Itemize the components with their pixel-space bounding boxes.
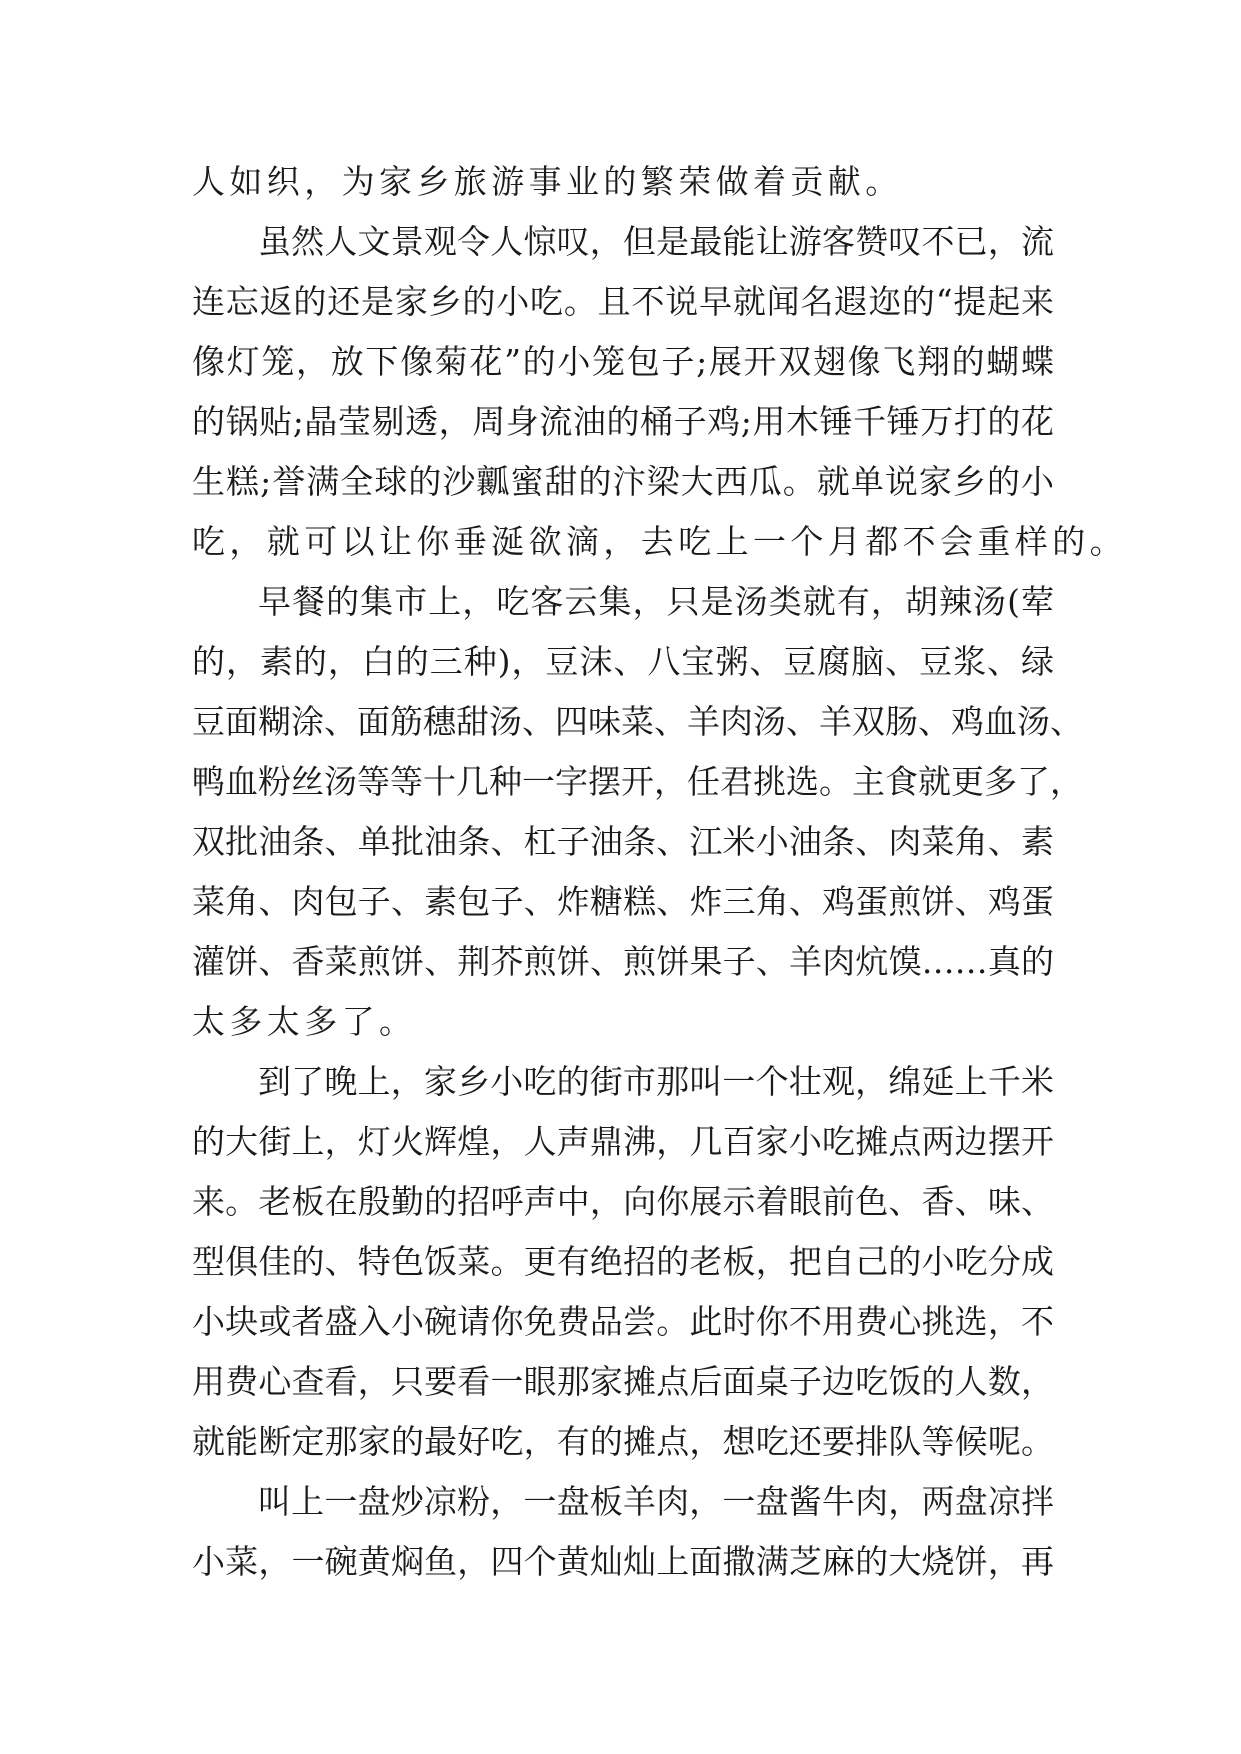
paragraph [192, 1052, 1054, 1472]
text-line: 的锅贴;晶莹剔透，周身流油的桶子鸡;用木锤千锤万打的花 [192, 402, 1054, 441]
text-line: 连忘返的还是家乡的小吃。且不说早就闻名遐迩的“提起来 [192, 282, 1054, 321]
text-line: 型俱佳的、特色饭菜。更有绝招的老板，把自己的小吃分成 [192, 1242, 1054, 1281]
text-line: 虽然人文景观令人惊叹，但是最能让游客赞叹不已，流 [258, 222, 1054, 261]
text-line: 的大街上，灯火辉煌，人声鼎沸，几百家小吃摊点两边摆开 [192, 1122, 1054, 1161]
paragraph [192, 212, 1127, 572]
text-line: 就能断定那家的最好吃，有的摊点，想吃还要排队等候呢。 [192, 1422, 1054, 1461]
text-line: 的，素的，白的三种)，豆沫、八宝粥、豆腐脑、豆浆、绿 [192, 642, 1054, 681]
document-body [192, 152, 1127, 1592]
text-line: 太多太多了。 [192, 1002, 417, 1041]
text-line: 小菜，一碗黄焖鱼，四个黄灿灿上面撒满芝麻的大烧饼，再 [192, 1542, 1054, 1581]
text-line: 鸭血粉丝汤等等十几种一字摆开，任君挑选。主食就更多了， [192, 762, 1083, 801]
text-line: 灌饼、香菜煎饼、荆芥煎饼、煎饼果子、羊肉炕馍……真的 [192, 942, 1054, 981]
paragraph [192, 572, 1083, 1052]
text-line: 吃，就可以让你垂涎欲滴，去吃上一个月都不会重样的。 [192, 522, 1127, 561]
text-line: 小块或者盛入小碗请你免费品尝。此时你不用费心挑选，不 [192, 1302, 1054, 1341]
text-line: 人如织，为家乡旅游事业的繁荣做着贡献。 [192, 162, 903, 201]
text-line: 早餐的集市上，吃客云集，只是汤类就有，胡辣汤(荤 [258, 582, 1054, 621]
text-line: 像灯笼，放下像菊花”的小笼包子;展开双翅像飞翔的蝴蝶 [192, 342, 1054, 381]
text-line: 叫上一盘炒凉粉，一盘板羊肉，一盘酱牛肉，两盘凉拌 [258, 1482, 1054, 1521]
text-line: 生糕;誉满全球的沙瓤蜜甜的汴梁大西瓜。就单说家乡的小 [192, 462, 1054, 501]
text-line: 豆面糊涂、面筋穗甜汤、四味菜、羊肉汤、羊双肠、鸡血汤、 [192, 702, 1083, 741]
text-line: 菜角、肉包子、素包子、炸糖糕、炸三角、鸡蛋煎饼、鸡蛋 [192, 882, 1054, 921]
paragraph [192, 152, 1054, 212]
text-line: 双批油条、单批油条、杠子油条、江米小油条、肉菜角、素 [192, 822, 1054, 861]
text-line: 用费心查看，只要看一眼那家摊点后面桌子边吃饭的人数， [192, 1362, 1054, 1401]
text-line: 到了晚上，家乡小吃的街市那叫一个壮观，绵延上千米 [258, 1062, 1054, 1101]
paragraph [192, 1472, 1054, 1592]
text-line: 来。老板在殷勤的招呼声中，向你展示着眼前色、香、味、 [192, 1182, 1054, 1221]
